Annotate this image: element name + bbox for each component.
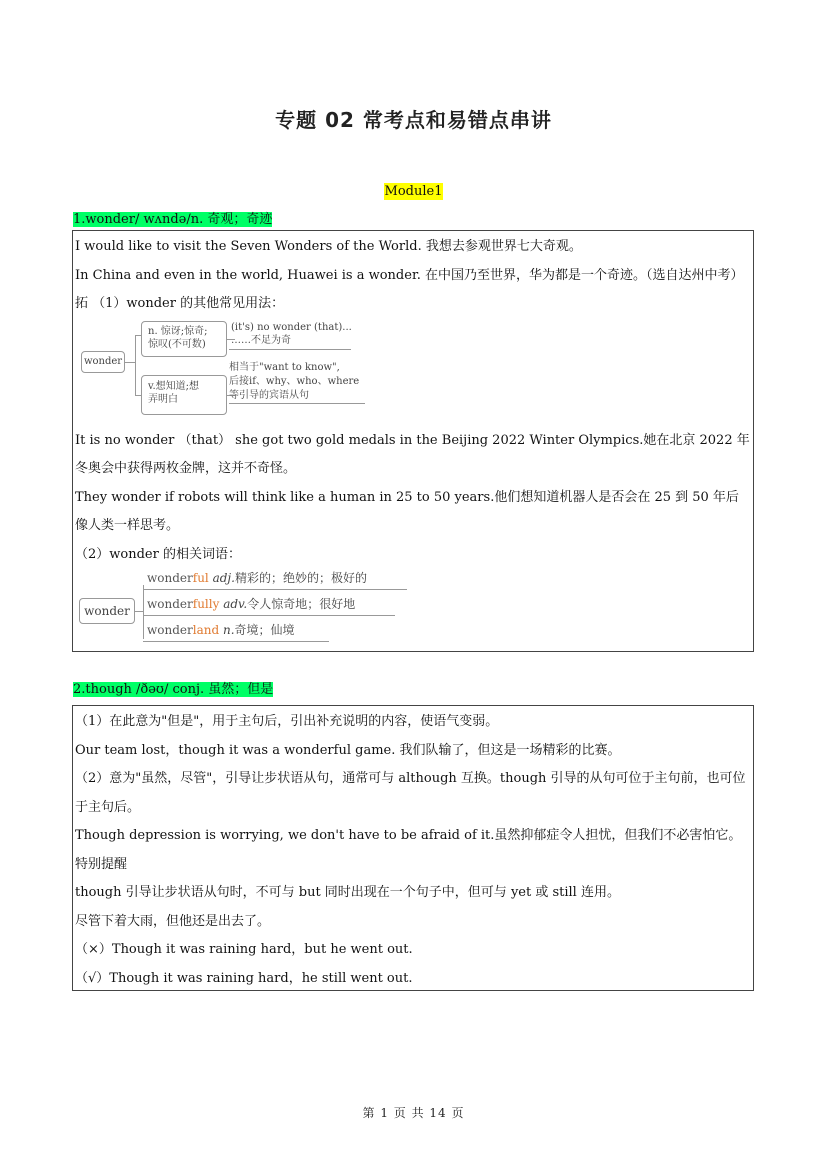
wrong-example: （×）Though it was raining hard，but he went out. [75, 942, 413, 957]
verb-branch-node: v.想知道;想 弄明白 [141, 375, 227, 415]
noun-usage-meaning: ……不足为奇 [231, 334, 291, 346]
related-root-node: wonder [79, 598, 135, 624]
example-line: It is no wonder （that） she got two gold medals in the Beijing 2022 Winter Olympics.她在北京 2022 年冬奥会中获得两枚金牌，这并不奇怪。 [75, 432, 750, 476]
example-line: They wonder if robots will think like a human in 25 to 50 years.他们想知道机器人是否会在 25 到 50 年后像人类一样思考。 [75, 489, 739, 533]
module-highlight: Module1 [384, 184, 443, 199]
example-line: I would like to visit the Seven Wonders of the World. 我想去参观世界七大奇观。 [75, 239, 582, 254]
explanation-line: though 引导让步状语从句时，不可与 but 同时出现在一个句子中，但可与 yet 或 still 连用。 [75, 885, 620, 900]
verb-usage-note-3: 等引导的宾语从句 [229, 389, 309, 401]
explanation-line: （2）意为"虽然，尽管"，引导让步状语从句，通常可与 although 互换。though 引导的从句可位于主句前，也可位于主句后。 [75, 771, 746, 815]
related-word-row: wonderful adj.精彩的；绝妙的；极好的 [147, 571, 367, 585]
usage-heading: 拓 （1）wonder 的其他常见用法： [75, 296, 285, 311]
section-box-though [72, 705, 754, 991]
special-note-heading: 特别提醒 [75, 856, 128, 872]
example-line: Though depression is worrying, we don't have to be afraid of it.虽然抑郁症令人担忧，但我们不必害怕它。 [75, 828, 742, 843]
section-heading-wonder-text: 1.wonder/ wʌndə/n. 奇观；奇迹 [73, 212, 273, 227]
example-line: Our team lost，though it was a wonderful game. 我们队输了，但这是一场精彩的比赛。 [75, 742, 621, 758]
section-heading-though [73, 678, 273, 697]
noun-usage-phrase: (it's) no wonder (that)... [231, 321, 352, 333]
related-word-row: wonderfully adv.令人惊奇地；很好地 [147, 597, 356, 611]
module-label [0, 180, 827, 199]
wonder-usage-diagram [79, 321, 379, 421]
explanation-line: （1）在此意为"但是"，用于主句后，引出补充说明的内容，使语气变弱。 [75, 714, 499, 729]
wonder-related-words-diagram [77, 571, 417, 651]
diagram-root-node: wonder [81, 351, 125, 373]
verb-usage-note-2: 后接if、why、who、where [229, 375, 360, 387]
example-line: 尽管下着大雨，但他还是出去了。 [75, 913, 271, 929]
related-words-heading: （2）wonder 的相关词语： [75, 546, 241, 562]
related-word-row: wonderland n.奇境；仙境 [147, 623, 295, 637]
section-box-wonder [72, 230, 754, 652]
section-heading-though-text: 2.though /ðəʊ/ conj. 虽然；但是 [73, 682, 274, 697]
correct-example: （√）Though it was raining hard，he still went out. [75, 970, 413, 986]
example-line: In China and even in the world, Huawei is a wonder. 在中国乃至世界，华为都是一个奇迹。（选自达州中考） [75, 267, 744, 283]
section-heading-wonder [73, 208, 272, 227]
verb-usage-note-1: 相当于"want to know", [229, 361, 340, 373]
page-title: 专题 02 常考点和易错点串讲 [275, 108, 552, 132]
page-footer: 第 1 页 共 14 页 [362, 1106, 465, 1120]
noun-branch-node: n. 惊讶;惊奇; 惊叹(不可数) [141, 321, 227, 357]
